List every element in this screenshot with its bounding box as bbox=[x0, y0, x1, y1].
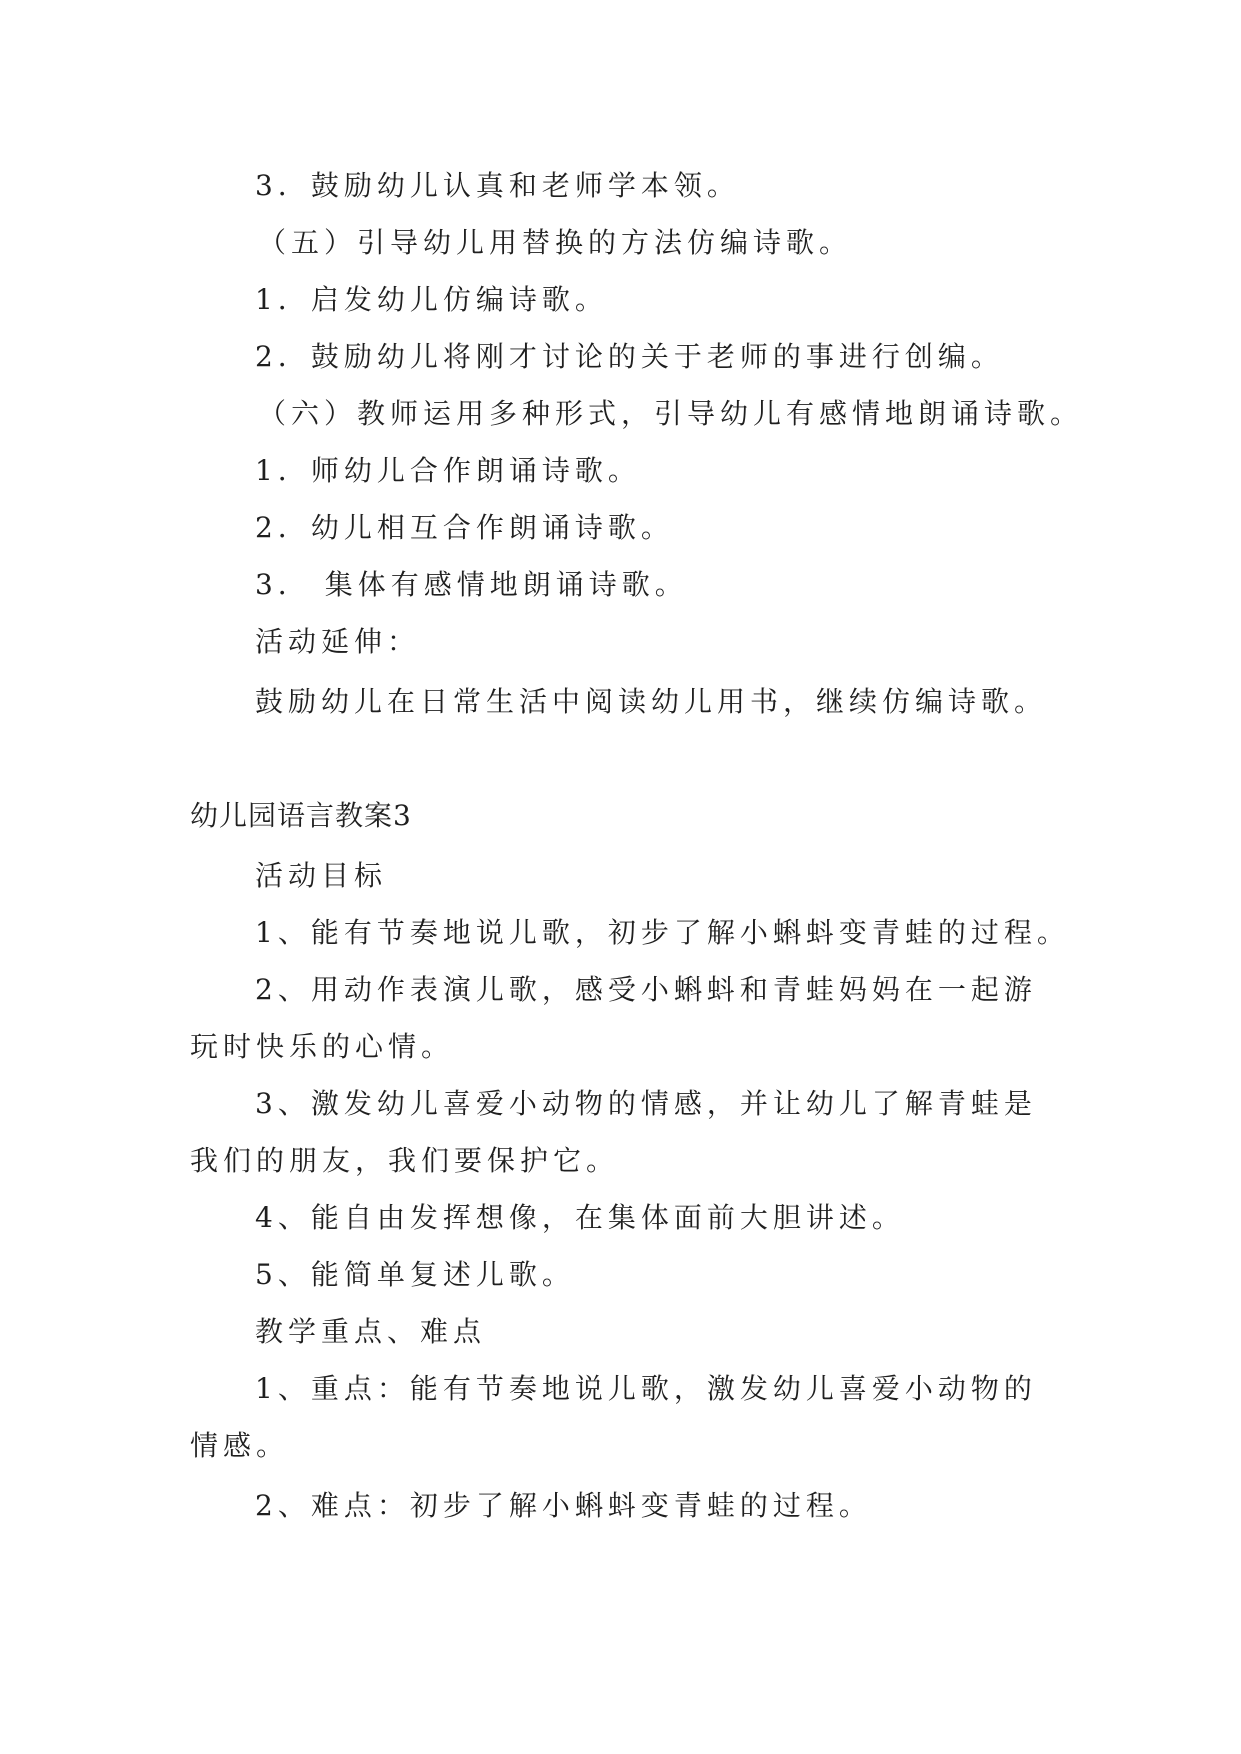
text-line: 4、能自由发挥想像，在集体面前大胆讲述。 bbox=[255, 1201, 905, 1234]
document-heading: 幼儿园语言教案3 bbox=[190, 799, 412, 832]
text-line: 活动延伸： bbox=[255, 625, 421, 658]
section-heading: （五）引导幼儿用替换的方法仿编诗歌。 bbox=[258, 226, 853, 259]
text-line: 2．鼓励幼儿将刚才讨论的关于老师的事进行创编。 bbox=[255, 340, 1004, 373]
text-line: 1．启发幼儿仿编诗歌。 bbox=[255, 283, 608, 316]
text-line: 1、能有节奏地说儿歌，初步了解小蝌蚪变青蛙的过程。 bbox=[255, 916, 1070, 949]
text-line: 我们的朋友，我们要保护它。 bbox=[190, 1144, 620, 1177]
text-line: 情感。 bbox=[190, 1429, 290, 1462]
text-line: 1、重点：能有节奏地说儿歌，激发幼儿喜爱小动物的 bbox=[255, 1372, 1037, 1405]
text-line: 3．鼓励幼儿认真和老师学本领。 bbox=[255, 169, 740, 202]
text-line: 3． 集体有感情地朗诵诗歌。 bbox=[255, 568, 688, 601]
text-line: 1．师幼儿合作朗诵诗歌。 bbox=[255, 454, 641, 487]
text-line: 5、能简单复述儿歌。 bbox=[255, 1258, 575, 1291]
text-line: 3、激发幼儿喜爱小动物的情感，并让幼儿了解青蛙是 bbox=[255, 1087, 1037, 1120]
text-line: 2．幼儿相互合作朗诵诗歌。 bbox=[255, 511, 674, 544]
text-line: 鼓励幼儿在日常生活中阅读幼儿用书，继续仿编诗歌。 bbox=[255, 685, 1048, 718]
section-heading: （六）教师运用多种形式，引导幼儿有感情地朗诵诗歌。 bbox=[258, 397, 1084, 430]
section-heading: 教学重点、难点 bbox=[255, 1315, 487, 1348]
section-heading: 活动目标 bbox=[255, 859, 388, 892]
text-line: 玩时快乐的心情。 bbox=[190, 1030, 455, 1063]
text-line: 2、用动作表演儿歌，感受小蝌蚪和青蛙妈妈在一起游 bbox=[255, 973, 1037, 1006]
text-line: 2、难点：初步了解小蝌蚪变青蛙的过程。 bbox=[255, 1489, 872, 1522]
